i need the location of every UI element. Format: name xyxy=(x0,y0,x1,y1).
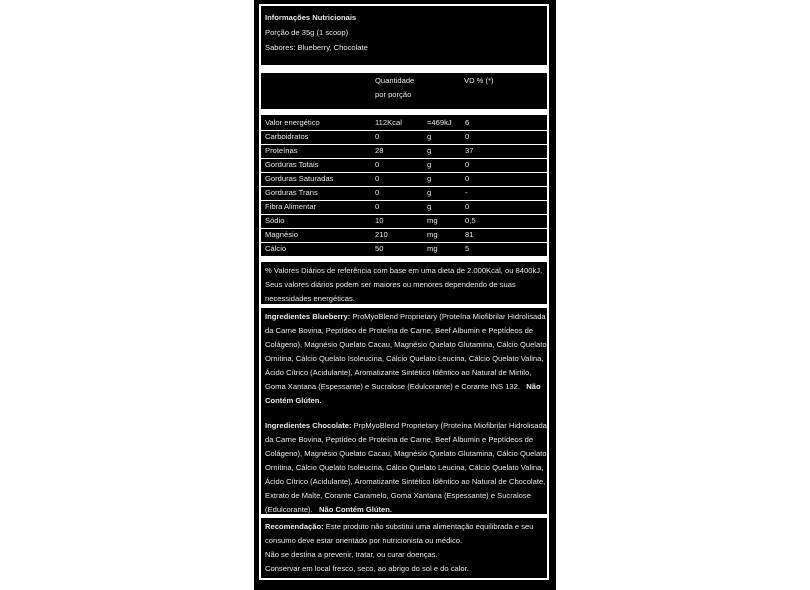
row-nutrient: Proteínas xyxy=(265,146,298,155)
row-nutrient: Sódio xyxy=(265,216,285,225)
recommendation-line2: Não se destina a prevenir, tratar, ou curar doenças. xyxy=(265,550,438,559)
ingredients-blueberry xyxy=(265,310,547,408)
row-vd: 6 xyxy=(465,118,470,127)
divider-thick xyxy=(261,256,547,262)
row-nutrient: Gorduras Trans xyxy=(265,188,318,197)
flavors-text: Sabores: Blueberry, Chocolate xyxy=(265,43,368,52)
row-vd: 0 xyxy=(465,202,470,211)
recommendation-text: Este produto não substitui uma alimentação equilibrada e seu consumo deve estar orientado por nutricionista ou médico. xyxy=(265,522,534,545)
gluten-free-note: Não Contém Glúten. xyxy=(319,505,393,514)
ingredients-blueberry-text: ProMyoBlend Proprietary (Proteína Miofibrilar Hidrolisada da Carne Bovina, Peptídeo de Proteína de Carne, Beef Albumin e Peptídeos de Colágeno), Magnésio Quelato Cacau, Magnésio Quelato Glutamina, Cálcio Quelato Ornitina, Cálcio Quelato Isoleucina, Cálcio Quelato Leucina, Cálcio Quelato Valina, Ácido Cítrico (Acidulante), Aromatizante Sintético Idêntico ao Natural de Mirtilo, Goma Xantana (Espessante) e Sucralose (Edulcorante) e Corante INS 132. xyxy=(265,312,547,391)
row-quantity: 50 xyxy=(375,244,384,253)
ingredients-chocolate xyxy=(265,419,547,517)
recommendation-line3: Conservar em local fresco, seco, ao abrigo do sol e do calor. xyxy=(265,564,469,573)
row-unit: g xyxy=(427,202,432,211)
row-unit: g xyxy=(427,174,432,183)
row-unit: g xyxy=(427,132,432,141)
recommendation-label: Recomendação: xyxy=(265,522,324,531)
recommendation xyxy=(265,520,547,548)
table-row xyxy=(261,242,547,256)
row-quantity: 112Kcal xyxy=(375,118,402,127)
row-unit: =469kJ xyxy=(427,118,452,127)
daily-values-footnote: % Valores Diários de referência com base em uma dieta de 2.000Kcal, ou 8400kJ. Seus valores diários podem ser maiores ou menores dependendo de suas necessidades energéticas. xyxy=(265,266,543,303)
row-quantity: 0 xyxy=(375,174,380,183)
row-vd: - xyxy=(465,188,468,197)
row-quantity: 0 xyxy=(375,160,380,169)
row-vd: 0 xyxy=(465,174,470,183)
row-unit: g xyxy=(427,160,432,169)
col-header-quantity-1: Quantidade xyxy=(375,76,415,85)
gluten-free-note: Não Contém Glúten. xyxy=(265,382,541,405)
row-quantity: 210 xyxy=(375,230,388,239)
table-row xyxy=(261,172,547,186)
table-row xyxy=(261,130,547,144)
row-unit: g xyxy=(427,188,432,197)
portion-text: Porção de 35g (1 scoop) xyxy=(265,28,349,37)
table-row xyxy=(261,186,547,200)
row-vd: 0 xyxy=(465,160,470,169)
row-nutrient: Gorduras Saturadas xyxy=(265,174,334,183)
row-unit: mg xyxy=(427,230,438,239)
row-quantity: 0 xyxy=(375,202,380,211)
row-nutrient: Magnésio xyxy=(265,230,298,239)
label-title: Informações Nutricionais xyxy=(265,13,357,22)
table-row xyxy=(261,228,547,242)
row-nutrient: Valor energético xyxy=(265,118,320,127)
ingredients-chocolate-text: PrpMyoBlend Proprietary (Proteína Miofibrilar Hidrolisada da Carne Bovina, Peptídeo de Proteína de Carne, Beef Albumin e Peptídeos de Colágeno), Magnésio Quelato Cacau, Magnésio Quelato Glutamina, Cálcio Quelato Ornitina, Cálcio Quelato Isoleucina, Cálcio Quelato Leucina, Cálcio Quelato Valina, Ácido Cítrico (Acidulante), Aromatizante Sintético Idêntico ao Natural de Chocolate, Extrato de Malte, Corante Caramelo, Goma Xantana (Espessante) e Sucralose (Edulcorante). xyxy=(265,421,547,514)
row-quantity: 0 xyxy=(375,188,380,197)
row-nutrient: Fibra Alimentar xyxy=(265,202,317,211)
divider-thick xyxy=(261,304,547,308)
ingredients-blueberry-label: Ingredientes Blueberry: xyxy=(265,312,351,321)
col-header-vd: VD % (*) xyxy=(464,76,494,85)
table-row xyxy=(261,116,547,130)
row-nutrient: Carboidratos xyxy=(265,132,309,141)
row-unit: mg xyxy=(427,244,438,253)
row-vd: 5 xyxy=(465,244,470,253)
col-header-quantity-2: por porção xyxy=(375,90,412,99)
nutrition-label-frame xyxy=(259,4,549,580)
divider-thick xyxy=(261,514,547,518)
table-row xyxy=(261,200,547,214)
divider-thick xyxy=(261,65,547,73)
row-unit: mg xyxy=(427,216,438,225)
row-nutrient: Gorduras Totais xyxy=(265,160,319,169)
divider-thick xyxy=(261,109,547,115)
row-quantity: 10 xyxy=(375,216,384,225)
row-vd: 81 xyxy=(465,230,474,239)
row-vd: 0 xyxy=(465,132,470,141)
row-unit: g xyxy=(427,146,432,155)
row-quantity: 0 xyxy=(375,132,380,141)
row-vd: 37 xyxy=(465,146,474,155)
row-quantity: 28 xyxy=(375,146,384,155)
row-nutrient: Cálcio xyxy=(265,244,287,253)
table-row xyxy=(261,144,547,158)
table-row xyxy=(261,214,547,228)
row-vd: 0,5 xyxy=(465,216,476,225)
table-row xyxy=(261,158,547,172)
nutrition-label-panel xyxy=(254,0,556,590)
ingredients-chocolate-label: Ingredientes Chocolate: xyxy=(265,421,352,430)
